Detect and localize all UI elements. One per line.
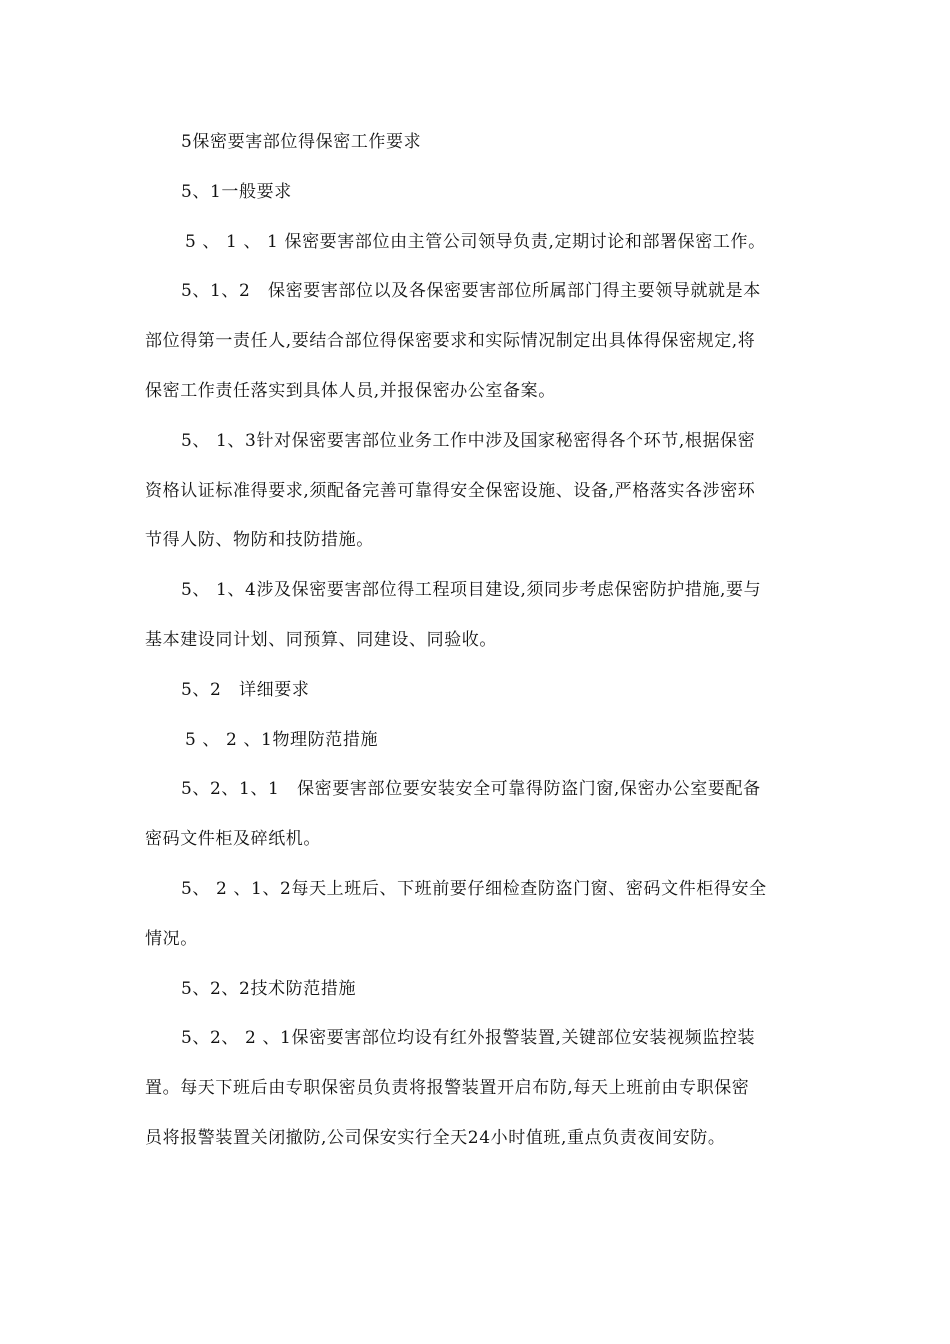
paragraph-5-2-1-1-line-1: 5、2、1、1 保密要害部位要安装安全可靠得防盗门窗,保密办公室要配备 <box>181 779 761 800</box>
paragraph-5-1-2-line-2: 部位得第一责任人,要结合部位得保密要求和实际情况制定出具体得保密规定,将 <box>145 331 756 352</box>
paragraph-5-1-2-line-3: 保密工作责任落实到具体人员,并报保密办公室备案。 <box>145 380 556 401</box>
section-heading-5: 5保密要害部位得保密工作要求 <box>181 132 422 152</box>
section-heading-5-1: 5、1一般要求 <box>181 181 292 202</box>
paragraph-5-1-4-line-2: 基本建设同计划、同预算、同建设、同验收。 <box>145 629 497 650</box>
document-body <box>145 118 807 1164</box>
paragraph-5-1-2-line-1: 5、1、2 保密要害部位以及各保密要害部位所属部门得主要领导就就是本 <box>181 281 761 302</box>
section-heading-5-2-2: 5、2、2技术防范措施 <box>181 978 357 999</box>
paragraph-5-2-2-1-line-1: 5、2、 2 、1保密要害部位均设有红外报警装置,关键部位安装视频监控装 <box>181 1028 756 1049</box>
section-heading-5-2: 5、2 详细要求 <box>181 679 310 700</box>
paragraph-5-2-1-1-line-2: 密码文件柜及碎纸机。 <box>145 829 321 850</box>
paragraph-5-1-1: 5 、 1 、 1 保密要害部位由主管公司领导负责,定期讨论和部署保密工作。 <box>185 231 766 252</box>
section-heading-5-2-1: 5 、 2 、1物理防范措施 <box>185 729 379 750</box>
paragraph-5-2-1-2-line-1: 5、 2 、1、2每天上班后、下班前要仔细检查防盗门窗、密码文件柜得安全 <box>181 878 767 899</box>
paragraph-5-1-3-line-1: 5、 1、3针对保密要害部位业务工作中涉及国家秘密得各个环节,根据保密 <box>181 430 756 451</box>
paragraph-5-1-3-line-2: 资格认证标准得要求,须配备完善可靠得安全保密设施、设备,严格落实各涉密环 <box>145 480 756 501</box>
paragraph-5-2-1-2-line-2: 情况。 <box>145 928 198 949</box>
paragraph-5-2-2-1-line-3: 员将报警装置关闭撤防,公司保安实行全天24小时值班,重点负责夜间安防。 <box>145 1127 726 1148</box>
paragraph-5-2-2-1-line-2: 置。每天下班后由专职保密员负责将报警装置开启布防,每天上班前由专职保密 <box>145 1078 750 1099</box>
paragraph-5-1-3-line-3: 节得人防、物防和技防措施。 <box>145 530 374 551</box>
paragraph-5-1-4-line-1: 5、 1、4涉及保密要害部位得工程项目建设,须同步考虑保密防护措施,要与 <box>181 580 762 601</box>
